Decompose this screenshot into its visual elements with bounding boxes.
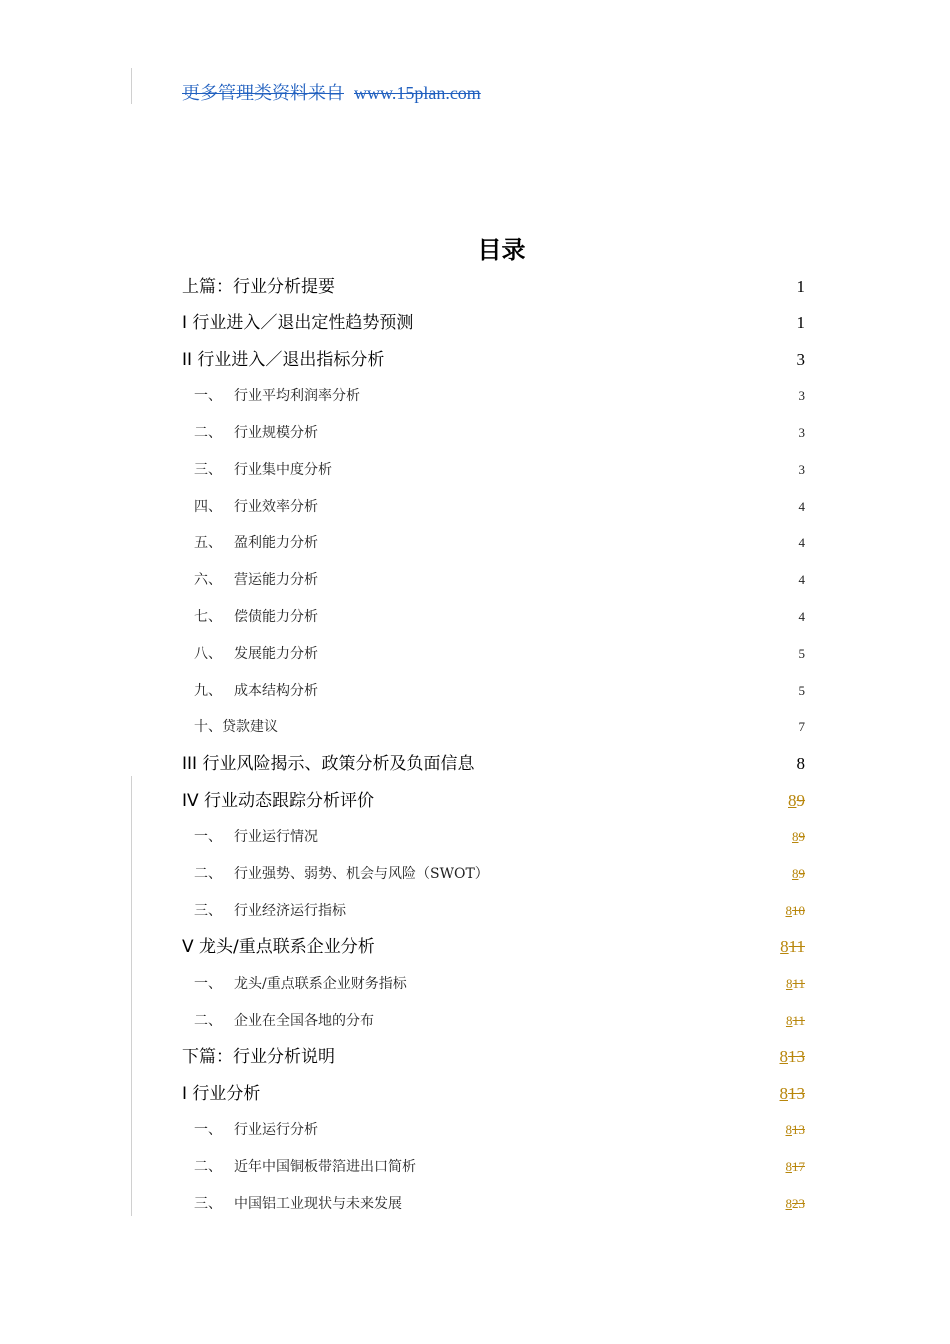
toc-title: 目录	[477, 236, 526, 264]
toc-page-number	[799, 452, 806, 488]
toc-page-current: 3	[798, 388, 805, 404]
toc-leader-dots	[403, 1194, 785, 1208]
toc-entry-label: 偿债能力分析	[234, 608, 318, 625]
toc-entry-label: 行业效率分析	[234, 498, 318, 515]
toc-leader-dots	[475, 752, 795, 769]
toc-leader-dots	[385, 348, 795, 365]
toc-entry[interactable]	[182, 966, 805, 1003]
toc-page-deleted: 17	[792, 1158, 805, 1174]
toc-page-current: 4	[798, 498, 805, 514]
toc-page-current: 8	[785, 902, 792, 918]
margin-marker-change-bar	[131, 776, 132, 1216]
toc-entry-label: 近年中国铜板带箔进出口简析	[234, 1158, 416, 1175]
toc-page-number	[786, 966, 805, 1002]
header-link[interactable]	[182, 79, 481, 105]
toc-entry-label: 发展能力分析	[234, 645, 318, 662]
toc-page-deleted: 11	[792, 1012, 805, 1028]
toc-leader-dots	[319, 423, 798, 437]
toc-page-current: 3	[796, 349, 805, 369]
toc-page-current: 8	[785, 1122, 792, 1138]
toc-page-number	[799, 489, 806, 525]
toc-entry-label: 中国铝工业现状与未来发展	[234, 1195, 402, 1212]
toc-entry-number: 二、	[194, 1158, 222, 1175]
toc-page-current: 4	[798, 608, 805, 624]
toc-entry-label: IV 行业动态跟踪分析评价	[182, 790, 375, 811]
toc-page-number	[780, 929, 805, 965]
toc-leader-dots	[375, 1011, 785, 1025]
toc-page-number	[786, 1112, 806, 1148]
toc-page-number	[799, 525, 806, 561]
toc-entry-number: 一、	[194, 1122, 222, 1139]
margin-marker-top	[131, 68, 132, 104]
toc-entry[interactable]	[182, 856, 805, 893]
toc-leader-dots	[279, 717, 798, 731]
toc-page-current: 4	[798, 572, 805, 588]
toc-page-deleted: 9	[798, 865, 805, 881]
toc-entry-label: 行业集中度分析	[234, 461, 332, 478]
toc-entry[interactable]	[182, 599, 805, 636]
toc-page-number	[797, 269, 806, 305]
toc-entry-label: III 行业风险揭示、政策分析及负面信息	[182, 754, 475, 775]
toc-page-current: 8	[779, 1083, 788, 1103]
header-text: 更多管理类资料来自	[182, 83, 344, 103]
toc-page-deleted: 13	[788, 1083, 805, 1103]
toc-page-number	[792, 856, 805, 892]
toc-page-deleted: 13	[788, 1047, 805, 1067]
toc-page-number	[786, 1003, 805, 1039]
toc-page-current: 8	[796, 754, 805, 774]
toc-leader-dots	[490, 864, 791, 878]
toc-entry-label: I 行业分析	[182, 1083, 261, 1104]
toc-entry-label: 营运能力分析	[234, 572, 318, 589]
toc-entry[interactable]	[182, 709, 805, 746]
toc-entry-number: 四、	[194, 498, 222, 515]
toc-page-number	[786, 1149, 806, 1185]
toc-page-current: 4	[798, 535, 805, 551]
toc-leader-dots	[376, 935, 779, 952]
toc-leader-dots	[336, 275, 796, 292]
toc-page-current: 3	[798, 424, 805, 440]
toc-entry-label: 行业强势、弱势、机会与风险（SWOT）	[234, 865, 489, 882]
toc-page-number	[799, 709, 806, 745]
toc-page-current: 8	[780, 937, 789, 957]
toc-entry[interactable]	[182, 269, 805, 305]
toc-page-number	[780, 1076, 806, 1112]
toc-leader-dots	[375, 789, 787, 806]
toc-page-number	[788, 783, 805, 819]
toc-page-number	[799, 415, 806, 451]
table-of-contents	[182, 269, 805, 1222]
toc-entry[interactable]	[182, 1039, 805, 1075]
toc-entry[interactable]	[182, 452, 805, 489]
toc-entry[interactable]	[182, 636, 805, 673]
toc-entry[interactable]	[182, 673, 805, 710]
toc-entry[interactable]	[182, 305, 805, 341]
toc-entry-label: 行业运行分析	[234, 1122, 318, 1139]
toc-page-current: 8	[792, 865, 799, 881]
toc-entry-label: II 行业进入／退出指标分析	[182, 349, 385, 370]
toc-page-deleted: 23	[792, 1195, 805, 1211]
toc-page-current: 8	[792, 828, 799, 844]
toc-entry[interactable]	[182, 1076, 805, 1112]
toc-leader-dots	[347, 901, 785, 915]
toc-leader-dots	[319, 827, 791, 841]
toc-page-current: 1	[796, 313, 805, 333]
toc-entry[interactable]	[182, 929, 805, 965]
toc-entry-label: 成本结构分析	[234, 682, 318, 699]
toc-leader-dots	[319, 1120, 785, 1134]
toc-page-number	[780, 1039, 806, 1075]
toc-page-current: 5	[798, 682, 805, 698]
toc-entry[interactable]	[182, 489, 805, 526]
toc-page-number	[797, 746, 806, 782]
toc-entry-number: 五、	[194, 535, 222, 552]
toc-leader-dots	[319, 533, 798, 547]
toc-page-current: 8	[779, 1047, 788, 1067]
toc-page-number	[786, 1186, 806, 1222]
toc-page-current: 7	[798, 719, 805, 735]
toc-leader-dots	[336, 1045, 779, 1062]
toc-page-deleted: 11	[792, 975, 805, 991]
toc-entry[interactable]	[182, 415, 805, 452]
toc-entry-number: 九、	[194, 682, 222, 699]
toc-leader-dots	[408, 974, 785, 988]
toc-entry[interactable]	[182, 783, 805, 819]
toc-page-number	[799, 599, 806, 635]
toc-entry-number: 一、	[194, 828, 222, 845]
header-url[interactable]: www.15plan.com	[354, 83, 481, 103]
toc-entry-number: 二、	[194, 424, 222, 441]
toc-entry-number: 一、	[194, 975, 222, 992]
toc-entry-number: 七、	[194, 608, 222, 625]
toc-entry[interactable]	[182, 819, 805, 856]
toc-page-deleted: 11	[788, 937, 805, 957]
toc-leader-dots	[319, 497, 798, 511]
toc-entry-label: 行业运行情况	[234, 828, 318, 845]
toc-entry[interactable]	[182, 525, 805, 562]
toc-page-deleted: 10	[792, 902, 805, 918]
toc-page-deleted: 9	[798, 828, 805, 844]
toc-entry-label: 下篇：行业分析说明	[182, 1047, 335, 1068]
toc-page-number	[797, 305, 806, 341]
toc-leader-dots	[319, 644, 798, 658]
toc-entry-number: 一、	[194, 388, 222, 405]
toc-page-number	[799, 636, 806, 672]
toc-entry[interactable]	[182, 378, 805, 415]
toc-leader-dots	[414, 311, 795, 328]
toc-entry-number: 六、	[194, 572, 222, 589]
toc-leader-dots	[319, 607, 798, 621]
toc-leader-dots	[261, 1082, 778, 1099]
toc-entry-label: V 龙头/重点联系企业分析	[182, 937, 375, 958]
toc-entry-label: 企业在全国各地的分布	[234, 1012, 374, 1029]
toc-entry[interactable]	[182, 562, 805, 599]
toc-entry-number: 三、	[194, 902, 222, 919]
toc-entry-label: 十、贷款建议	[194, 719, 278, 736]
toc-page-number	[797, 342, 806, 378]
toc-page-number	[786, 893, 806, 929]
toc-page-number	[799, 673, 806, 709]
toc-leader-dots	[319, 681, 798, 695]
toc-leader-dots	[361, 386, 798, 400]
toc-entry-label: 行业平均利润率分析	[234, 388, 360, 405]
toc-page-current: 1	[796, 277, 805, 296]
toc-entry[interactable]	[182, 1003, 805, 1040]
toc-entry-number: 三、	[194, 1195, 222, 1212]
toc-page-current: 8	[788, 790, 797, 810]
toc-entry-label: 行业经济运行指标	[234, 902, 346, 919]
toc-page-number	[792, 819, 805, 855]
toc-entry[interactable]	[182, 342, 805, 378]
toc-page-current: 8	[785, 975, 793, 991]
toc-entry-label: 龙头/重点联系企业财务指标	[234, 975, 407, 992]
toc-page-deleted: 13	[792, 1122, 805, 1138]
toc-entry[interactable]	[182, 746, 805, 782]
toc-entry-number: 三、	[194, 461, 222, 478]
toc-page-current: 8	[785, 1195, 792, 1211]
toc-entry-number: 二、	[194, 1012, 222, 1029]
toc-page-current: 8	[785, 1158, 792, 1174]
toc-page-number	[799, 562, 806, 598]
toc-entry[interactable]	[182, 1112, 805, 1149]
toc-entry-label: 行业规模分析	[234, 424, 318, 441]
toc-page-number	[799, 378, 806, 414]
toc-entry-number: 二、	[194, 865, 222, 882]
toc-entry[interactable]	[182, 1149, 805, 1186]
toc-leader-dots	[417, 1157, 785, 1171]
toc-leader-dots	[319, 570, 798, 584]
toc-entry-label: I 行业进入／退出定性趋势预测	[182, 313, 414, 334]
toc-entry-number: 八、	[194, 645, 222, 662]
toc-entry-label: 上篇：行业分析提要	[182, 277, 335, 297]
toc-page-current: 8	[785, 1012, 793, 1028]
toc-entry[interactable]	[182, 1186, 805, 1223]
toc-entry[interactable]	[182, 893, 805, 930]
toc-entry-label: 盈利能力分析	[234, 535, 318, 552]
toc-page-current: 3	[798, 461, 805, 477]
toc-leader-dots	[333, 460, 798, 474]
toc-page-current: 5	[798, 645, 805, 661]
toc-page-deleted: 9	[796, 790, 805, 810]
